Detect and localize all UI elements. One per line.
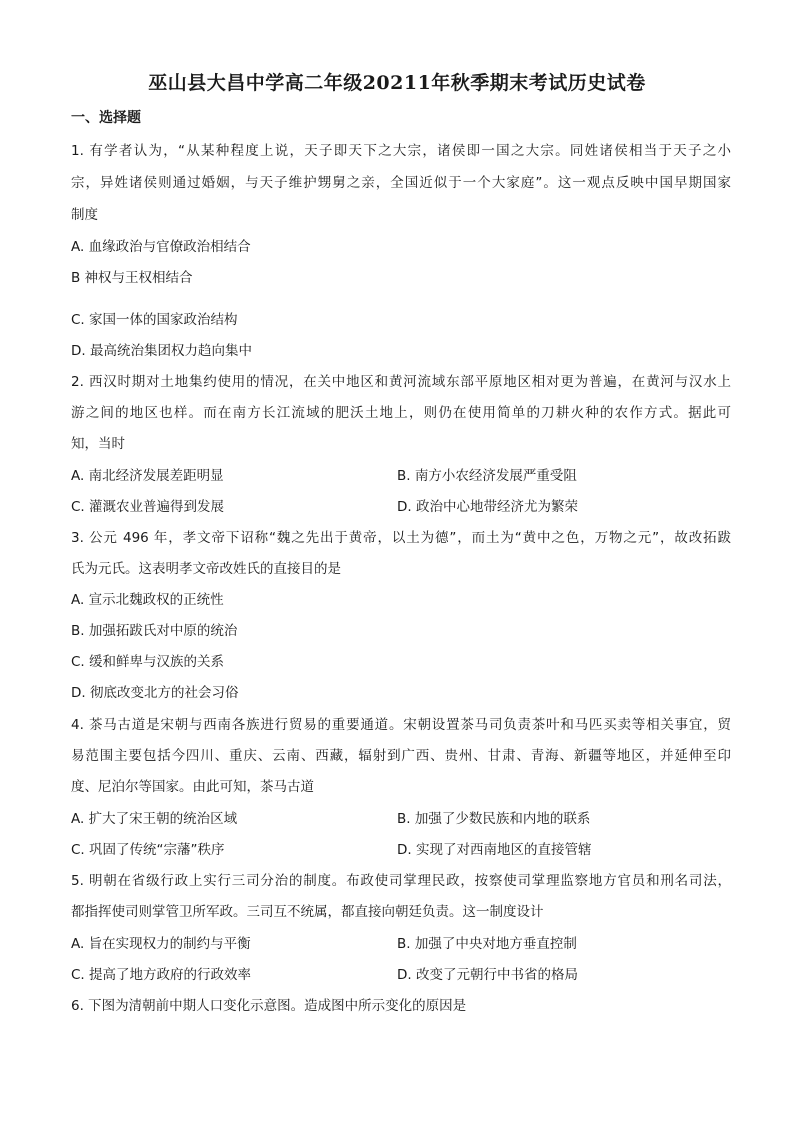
question-3-option-b: B. 加强拓跋氏对中原的统治 bbox=[71, 623, 238, 639]
question-4-option-c: C. 巩固了传统“宗藩”秩序 bbox=[71, 842, 225, 858]
question-3-option-c: C. 缓和鲜卑与汉族的关系 bbox=[71, 654, 225, 670]
question-4-line-2: 易范围主要包括今四川、重庆、云南、西藏，辐射到广西、贵州、甘肃、青海、新疆等地区，并延伸至印 bbox=[71, 748, 731, 764]
question-1-option-d: D. 最高统治集团权力趋向集中 bbox=[71, 343, 252, 359]
question-4-option-b: B. 加强了少数民族和内地的联系 bbox=[397, 811, 591, 827]
question-1-line-2: 宗，异姓诸侯则通过婚姻，与天子维护甥舅之亲，全国近似于一个大家庭”。这一观点反映中国早期国家 bbox=[71, 175, 731, 191]
question-3-option-d: D. 彻底改变北方的社会习俗 bbox=[71, 685, 239, 701]
question-1-line-3: 制度 bbox=[71, 207, 98, 223]
question-4-line-1: 4. 茶马古道是宋朝与西南各族进行贸易的重要通道。宋朝设置茶马司负责茶叶和马匹买卖等相关事宜，贸 bbox=[71, 717, 731, 733]
question-2-option-d: D. 政治中心地带经济尤为繁荣 bbox=[397, 499, 578, 515]
question-4-option-d: D. 实现了对西南地区的直接管辖 bbox=[397, 842, 592, 858]
question-5-option-d: D. 改变了元朝行中书省的格局 bbox=[397, 967, 578, 983]
question-2-option-b: B. 南方小农经济发展严重受阻 bbox=[397, 468, 577, 484]
question-1-option-c: C. 家国一体的国家政治结构 bbox=[71, 312, 238, 328]
section-heading: 一、选择题 bbox=[71, 110, 141, 126]
question-5-option-b: B. 加强了中央对地方垂直控制 bbox=[397, 936, 577, 952]
question-2-line-1: 2. 西汉时期对土地集约使用的情况，在关中地区和黄河流域东部平原地区相对更为普遍，在黄河与汉水上 bbox=[71, 374, 731, 390]
question-5-option-c: C. 提高了地方政府的行政效率 bbox=[71, 967, 252, 983]
exam-title: 巫山县大昌中学高二年级20211年秋季期末考试历史试卷 bbox=[148, 72, 646, 94]
question-2-option-c: C. 灌溉农业普遍得到发展 bbox=[71, 499, 225, 515]
question-1-option-b: B 神权与王权相结合 bbox=[71, 270, 193, 286]
question-6-line-1: 6. 下图为清朝前中期人口变化示意图。造成图中所示变化的原因是 bbox=[71, 998, 467, 1014]
question-5-line-1: 5. 明朝在省级行政上实行三司分治的制度。布政使司掌理民政，按察使司掌理监察地方官员和刑名司法， bbox=[71, 873, 731, 889]
question-1-line-1: 1. 有学者认为，“从某种程度上说，天子即天下之大宗，诸侯即一国之大宗。同姓诸侯相当于天子之小 bbox=[71, 143, 731, 159]
question-3-option-a: A. 宣示北魏政权的正统性 bbox=[71, 592, 224, 608]
question-5-line-2: 都指挥使司则掌管卫所军政。三司互不统属，都直接向朝廷负责。这一制度设计 bbox=[71, 904, 544, 920]
question-4-line-3: 度、尼泊尔等国家。由此可知，茶马古道 bbox=[71, 779, 314, 795]
question-4-option-a: A. 扩大了宋王朝的统治区域 bbox=[71, 811, 238, 827]
question-5-option-a: A. 旨在实现权力的制约与平衡 bbox=[71, 936, 251, 952]
question-2-line-3: 知，当时 bbox=[71, 436, 125, 452]
question-2-option-a: A. 南北经济发展差距明显 bbox=[71, 468, 224, 484]
question-1-option-a: A. 血缘政治与官僚政治相结合 bbox=[71, 239, 251, 255]
question-3-line-1: 3. 公元 496 年，孝文帝下诏称“魏之先出于黄帝，以土为德”，而土为“黄中之色，万物之元”，故改拓跋 bbox=[71, 530, 731, 546]
question-3-line-2: 氏为元氏。这表明孝文帝改姓氏的直接目的是 bbox=[71, 561, 341, 577]
question-2-line-2: 游之间的地区也样。而在南方长江流域的肥沃土地上，则仍在使用简单的刀耕火种的农作方式。据此可 bbox=[71, 405, 731, 421]
